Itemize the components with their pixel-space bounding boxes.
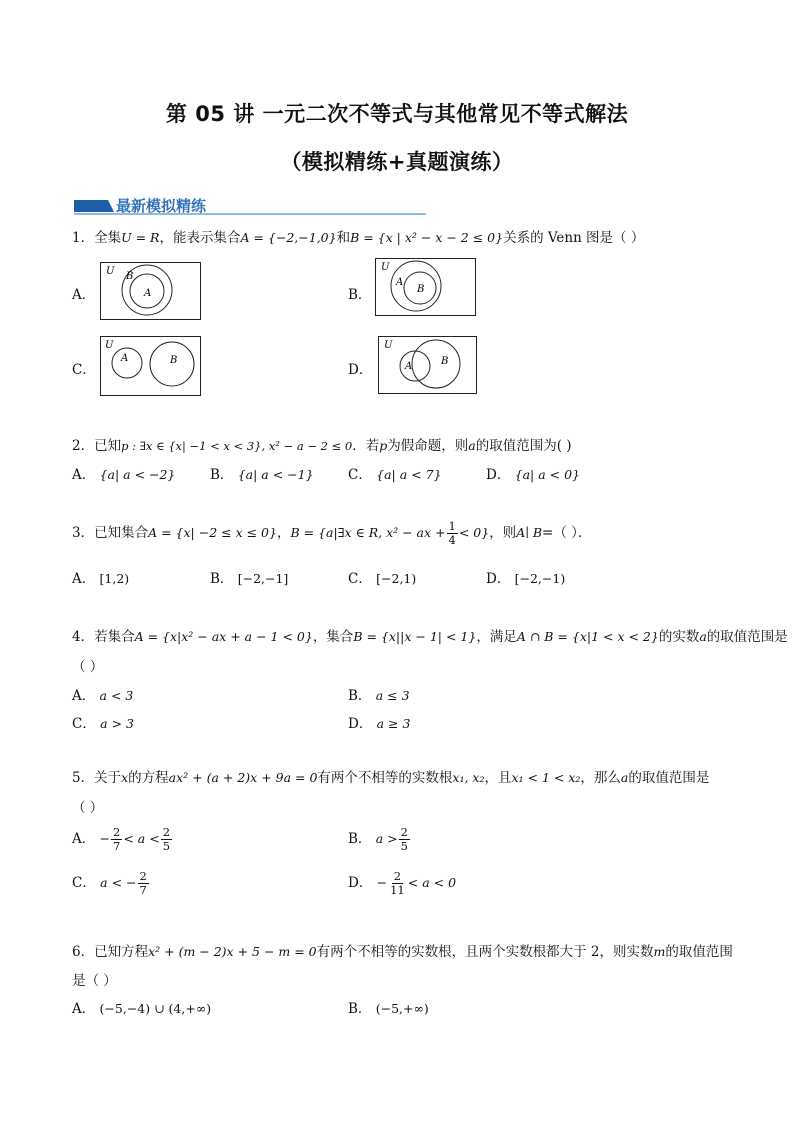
q3-option-b[interactable]: B． [−2,−1] — [210, 571, 289, 587]
page-title: 第 05 讲 一元二次不等式与其他常见不等式解法 — [165, 102, 629, 126]
q1-option-d-venn[interactable] — [378, 336, 478, 398]
question-5-answer-bracket: （ ） — [72, 800, 104, 816]
question-2-stem: 2．已知p : ∃x ∈ {x| −1 < x < 3}, x² − a − 2 ≤ 0．若p为假命题，则a的取值范围为( ) — [72, 438, 572, 454]
question-5-stem: 5．关于x的方程ax² + (a + 2)x + 9a = 0有两个不相等的实数根x₁, x₂，且x₁ < 1 < x₂，那么a的取值范围是 — [72, 770, 710, 786]
page-subtitle: （模拟精练+真题演练） — [280, 150, 514, 174]
question-6-answer-bracket: 是（ ） — [72, 973, 117, 989]
q1-option-b-label[interactable]: B． — [348, 287, 372, 303]
question-4-answer-bracket: （ ） — [72, 659, 104, 675]
svg-text:U: U — [105, 340, 114, 351]
q4-option-d[interactable]: D． a ≥ 3 — [348, 716, 411, 732]
q2-option-b[interactable]: B． {a| a < −1} — [210, 467, 314, 483]
q1-option-c-label[interactable]: C． — [72, 362, 96, 378]
question-number: 3． — [72, 525, 95, 541]
question-number: 5． — [72, 770, 95, 786]
svg-text:B: B — [126, 271, 134, 282]
svg-text:A: A — [144, 288, 152, 299]
q2-option-c[interactable]: C． {a| a < 7} — [348, 467, 442, 483]
q2-option-d[interactable]: D． {a| a < 0} — [486, 467, 580, 483]
question-4-stem: 4．若集合A = {x|x² − ax + a − 1 < 0}，集合B = {x||x − 1| < 1}，满足A ∩ B = {x|1 < x < 2}的实数a的取值范围是 — [72, 629, 788, 645]
q6-option-b[interactable]: B． (−5,+∞) — [348, 1001, 429, 1017]
svg-text:U: U — [381, 262, 390, 273]
question-number: 4． — [72, 629, 95, 645]
svg-text:U: U — [106, 266, 115, 277]
q3-option-d[interactable]: D． [−2,−1) — [486, 571, 566, 587]
question-number: 2． — [72, 438, 95, 454]
q5-option-a[interactable]: A． − $\frac{2}{7}$ < a < $\frac{2}{5}$ — [72, 825, 171, 853]
q5-option-b[interactable]: B． a > $\frac{2}{5}$ — [348, 825, 408, 853]
q1-option-b-venn[interactable] — [375, 258, 477, 318]
q1-option-c-venn[interactable] — [100, 336, 202, 398]
svg-text:A: A — [121, 353, 129, 364]
q4-option-b[interactable]: B． a ≤ 3 — [348, 688, 410, 704]
section-header — [74, 195, 434, 217]
question-6-stem: 6．已知方程x² + (m − 2)x + 5 − m = 0有两个不相等的实数根，且两个实数根都大于 2，则实数m的取值范围 — [72, 944, 733, 960]
q5-option-c[interactable]: C． a < − $\frac{2}{7}$ — [72, 869, 147, 897]
q1-option-a-label[interactable]: A． — [72, 287, 96, 303]
question-number: 6． — [72, 944, 95, 960]
q3-option-c[interactable]: C． [−2,1) — [348, 571, 417, 587]
question-3-stem: 3．已知集合A = {x| −2 ≤ x ≤ 0}，B = {a|∃x ∈ R, x² − ax + $\frac{1}{4}$ < 0}，则A∣ B=（ ）． — [72, 519, 592, 547]
fraction: $\frac{1}{4}$ — [448, 519, 456, 547]
question-number: 1． — [72, 230, 95, 246]
svg-text:B: B — [441, 356, 449, 367]
svg-text:B: B — [170, 355, 178, 366]
q6-option-a[interactable]: A． (−5,−4) ∪ (4,+∞) — [72, 1001, 212, 1017]
q2-option-a[interactable]: A． {a| a < −2} — [72, 467, 176, 483]
q4-option-c[interactable]: C． a > 3 — [72, 716, 134, 732]
q3-option-a[interactable]: A． [1,2) — [72, 571, 130, 587]
svg-text:U: U — [384, 340, 393, 351]
svg-text:A: A — [396, 277, 404, 288]
svg-text:B: B — [417, 284, 425, 295]
q1-option-a-venn[interactable] — [100, 262, 202, 322]
question-1-stem: 1．全集U = R，能表示集合A = {−2,−1,0}和B = {x | x² − x − 2 ≤ 0}关系的 Venn 图是（ ） — [72, 230, 645, 246]
section-title: 最新模拟精练 — [116, 197, 207, 215]
q1-option-d-label[interactable]: D． — [348, 362, 373, 378]
svg-text:A: A — [405, 361, 413, 372]
q5-option-d[interactable]: D． − $\frac{2}{11}$ < a < 0 — [348, 869, 457, 897]
q4-option-a[interactable]: A． a < 3 — [72, 688, 134, 704]
